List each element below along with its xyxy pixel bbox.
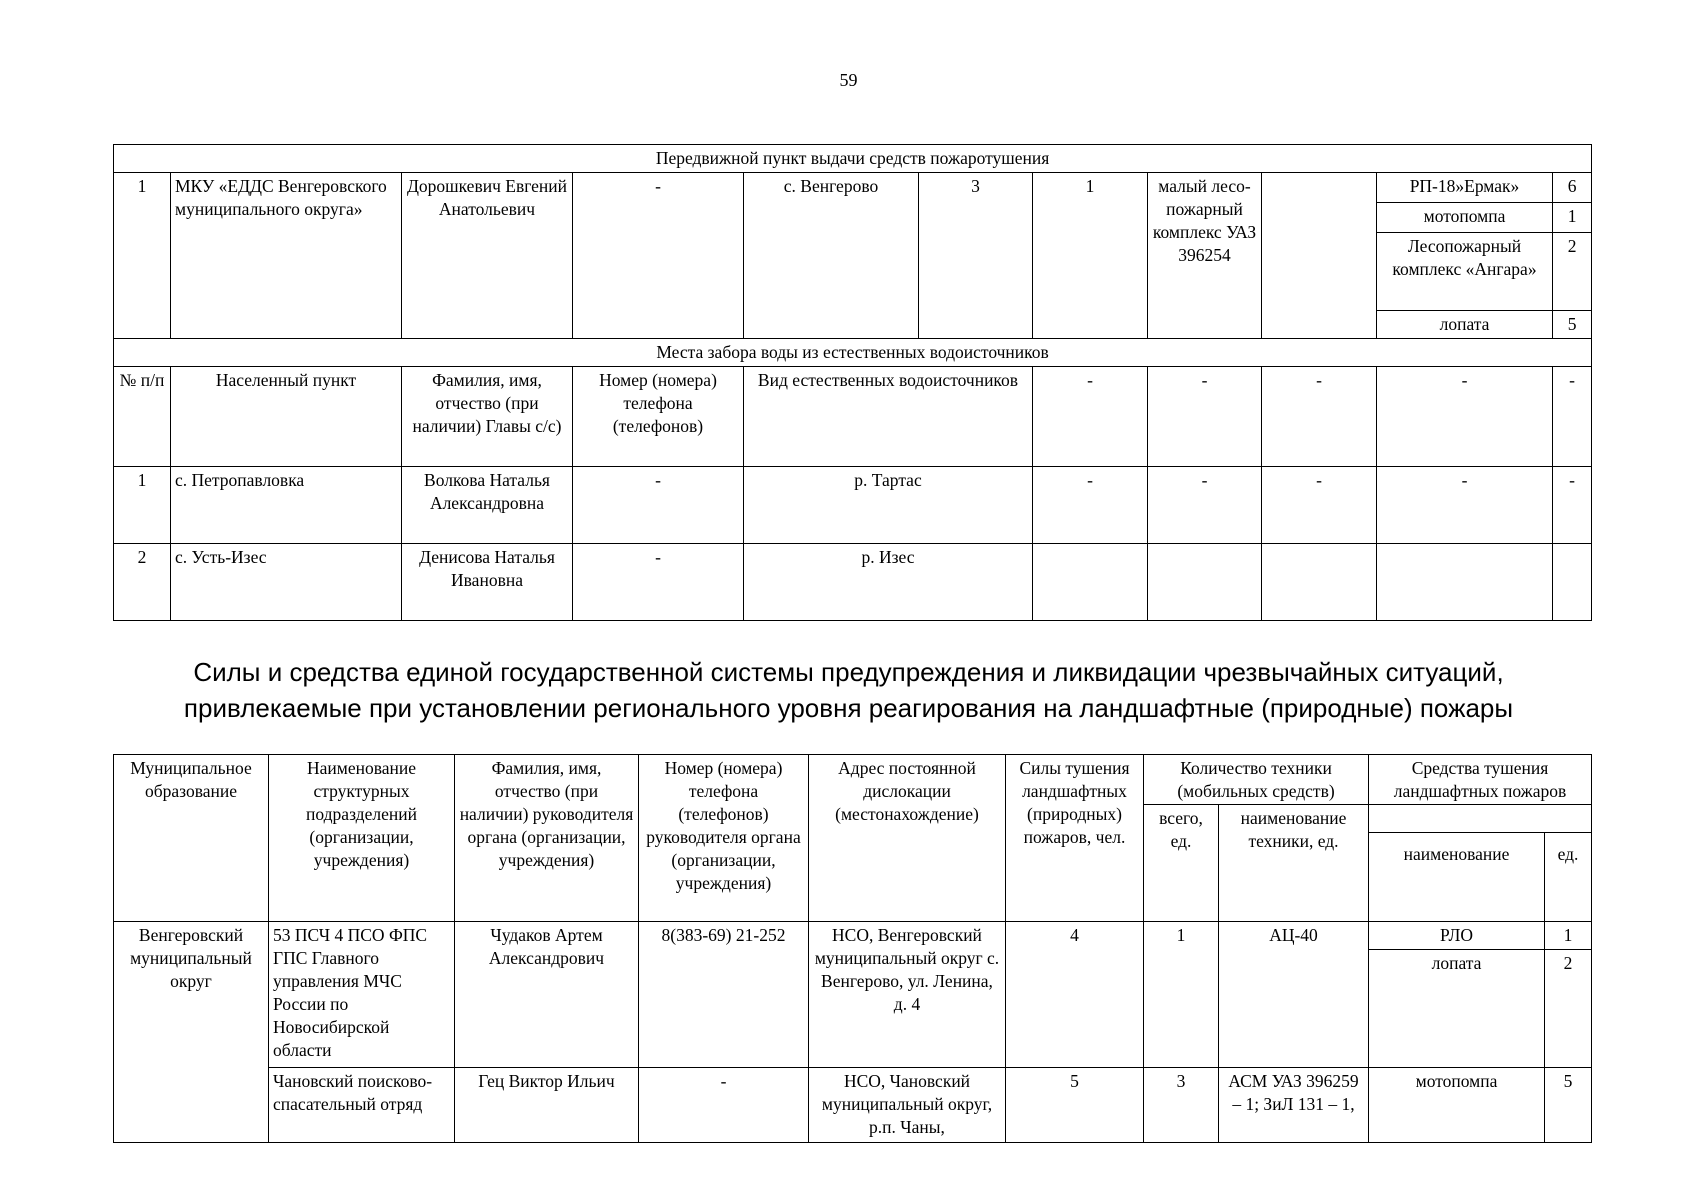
header-equipment: Количество техники (мобильных средств): [1144, 755, 1369, 805]
tool-name: Лесопожарный комплекс «Ангара»: [1377, 233, 1553, 311]
tool-qty: 5: [1553, 311, 1592, 339]
unit-name: Чановский поисково-спасательный отряд: [269, 1068, 455, 1143]
header-dash: -: [1553, 367, 1592, 467]
tool-name: РП-18»Ермак»: [1377, 173, 1553, 203]
vehicle-total: 1: [1033, 173, 1148, 339]
section-title-mobile-point: Передвижной пункт выдачи средств пожаротушения: [114, 145, 1592, 173]
header-equipment-total: всего, ед.: [1144, 805, 1219, 922]
header-means-qty: ед.: [1545, 833, 1592, 922]
unit-name: 53 ПСЧ 4 ПСО ФПС ГПС Главного управления МЧС России по Новосибирской области: [269, 922, 455, 1068]
table-row: [114, 922, 1592, 950]
header-head: Фамилия, имя, отчество (при наличии) руководителя органа (организации, учреждения): [455, 755, 639, 922]
tool-name: мотопомпа: [1377, 203, 1553, 233]
section-title-water-sources: Места забора воды из естественных водоисточников: [114, 339, 1592, 367]
header-phone: Номер (номера) телефона (телефонов) руководителя органа (организации, учреждения): [639, 755, 809, 922]
header-means-spacer: [1369, 805, 1592, 833]
head-name: Денисова Наталья Ивановна: [402, 544, 573, 621]
header-settlement: Населенный пункт: [171, 367, 402, 467]
heading-line-1: Силы и средства единой государственной системы предупреждения и ликвидации чрезвычайных ситуаций,: [193, 657, 1504, 687]
table-row: [114, 1068, 1592, 1143]
equipment-total: 3: [1144, 1068, 1219, 1143]
tool-qty: 1: [1553, 203, 1592, 233]
header-means-name: наименование: [1369, 833, 1545, 922]
header-water-source: Вид естественных водоисточников: [744, 367, 1033, 467]
equipment-total: 1: [1144, 922, 1219, 1068]
means-qty: 1: [1545, 922, 1592, 950]
phone-value: -: [573, 467, 744, 544]
people-count: 3: [919, 173, 1033, 339]
table-row: [114, 173, 1592, 203]
table-header-row: [114, 367, 1592, 467]
vehicle-name: малый лесо-пожарный комплекс УАЗ 396254: [1148, 173, 1262, 339]
dash-cell: -: [1033, 467, 1148, 544]
head-name: Дорошкевич Евгений Анатольевич: [402, 173, 573, 339]
header-address: Адрес постоянной дислокации (местонахождение): [809, 755, 1006, 922]
phone-value: -: [573, 544, 744, 621]
means-name: мотопомпа: [1369, 1068, 1545, 1143]
row-number: 1: [114, 467, 171, 544]
phone-value: -: [639, 1068, 809, 1143]
header-dash: -: [1148, 367, 1262, 467]
forces-count: 5: [1006, 1068, 1144, 1143]
tool-qty: 6: [1553, 173, 1592, 203]
means-name: лопата: [1369, 950, 1545, 1068]
empty-cell: [1262, 173, 1377, 339]
table-row: [114, 467, 1592, 544]
address-value: НСО, Чановский муниципальный округ, р.п. Чаны,: [809, 1068, 1006, 1143]
section-heading: [0, 654, 1697, 726]
header-means: Средства тушения ландшафтных пожаров: [1369, 755, 1592, 805]
head-name: Волкова Наталья Александровна: [402, 467, 573, 544]
table-row: [114, 544, 1592, 621]
header-dash: -: [1377, 367, 1553, 467]
water-and-mobile-point-table: [113, 144, 1592, 621]
equipment-name: АСМ УАЗ 396259 – 1; ЗиЛ 131 – 1,: [1219, 1068, 1369, 1143]
page-number: 59: [839, 70, 858, 90]
head-name: Чудаков Артем Александрович: [455, 922, 639, 1068]
phone-value: -: [573, 173, 744, 339]
phone-value: 8(383-69) 21-252: [639, 922, 809, 1068]
header-dash: -: [1262, 367, 1377, 467]
dash-cell: -: [1148, 467, 1262, 544]
dash-cell: [1033, 544, 1148, 621]
header-phone: Номер (номера) телефона (телефонов): [573, 367, 744, 467]
forces-count: 4: [1006, 922, 1144, 1068]
settlement-name: с. Петропавловка: [171, 467, 402, 544]
header-municipality: Муниципальное образование: [114, 755, 269, 922]
header-head: Фамилия, имя, отчество (при наличии) Главы с/с): [402, 367, 573, 467]
dash-cell: -: [1262, 467, 1377, 544]
address-value: с. Венгерово: [744, 173, 919, 339]
dash-cell: [1553, 544, 1592, 621]
header-number: № п/п: [114, 367, 171, 467]
water-source: р. Тартас: [744, 467, 1033, 544]
table-header-row: [114, 755, 1592, 805]
tool-name: лопата: [1377, 311, 1553, 339]
dash-cell: [1148, 544, 1262, 621]
settlement-name: с. Усть-Изес: [171, 544, 402, 621]
header-forces: Силы тушения ландшафтных (природных) пожаров, чел.: [1006, 755, 1144, 922]
dash-cell: [1377, 544, 1553, 621]
row-number: 1: [114, 173, 171, 339]
head-name: Гец Виктор Ильич: [455, 1068, 639, 1143]
dash-cell: [1262, 544, 1377, 621]
header-equipment-name: наименование техники, ед.: [1219, 805, 1369, 922]
equipment-name: АЦ-40: [1219, 922, 1369, 1068]
dash-cell: -: [1553, 467, 1592, 544]
means-name: РЛО: [1369, 922, 1545, 950]
water-source: р. Изес: [744, 544, 1033, 621]
header-dash: -: [1033, 367, 1148, 467]
tool-qty: 2: [1553, 233, 1592, 311]
municipality-name: Венгеровский муниципальный округ: [114, 922, 269, 1143]
row-number: 2: [114, 544, 171, 621]
heading-line-2: привлекаемые при установлении регионального уровня реагирования на ландшафтные (природные) пожары: [183, 693, 1514, 723]
organization-name: МКУ «ЕДДС Венгеровского муниципального округа»: [171, 173, 402, 339]
dash-cell: -: [1377, 467, 1553, 544]
forces-and-means-table: [113, 754, 1592, 1143]
means-qty: 2: [1545, 950, 1592, 1068]
address-value: НСО, Венгеровский муниципальный округ с. Венгерово, ул. Ленина, д. 4: [809, 922, 1006, 1068]
header-units: Наименование структурных подразделений (организации, учреждения): [269, 755, 455, 922]
means-qty: 5: [1545, 1068, 1592, 1143]
